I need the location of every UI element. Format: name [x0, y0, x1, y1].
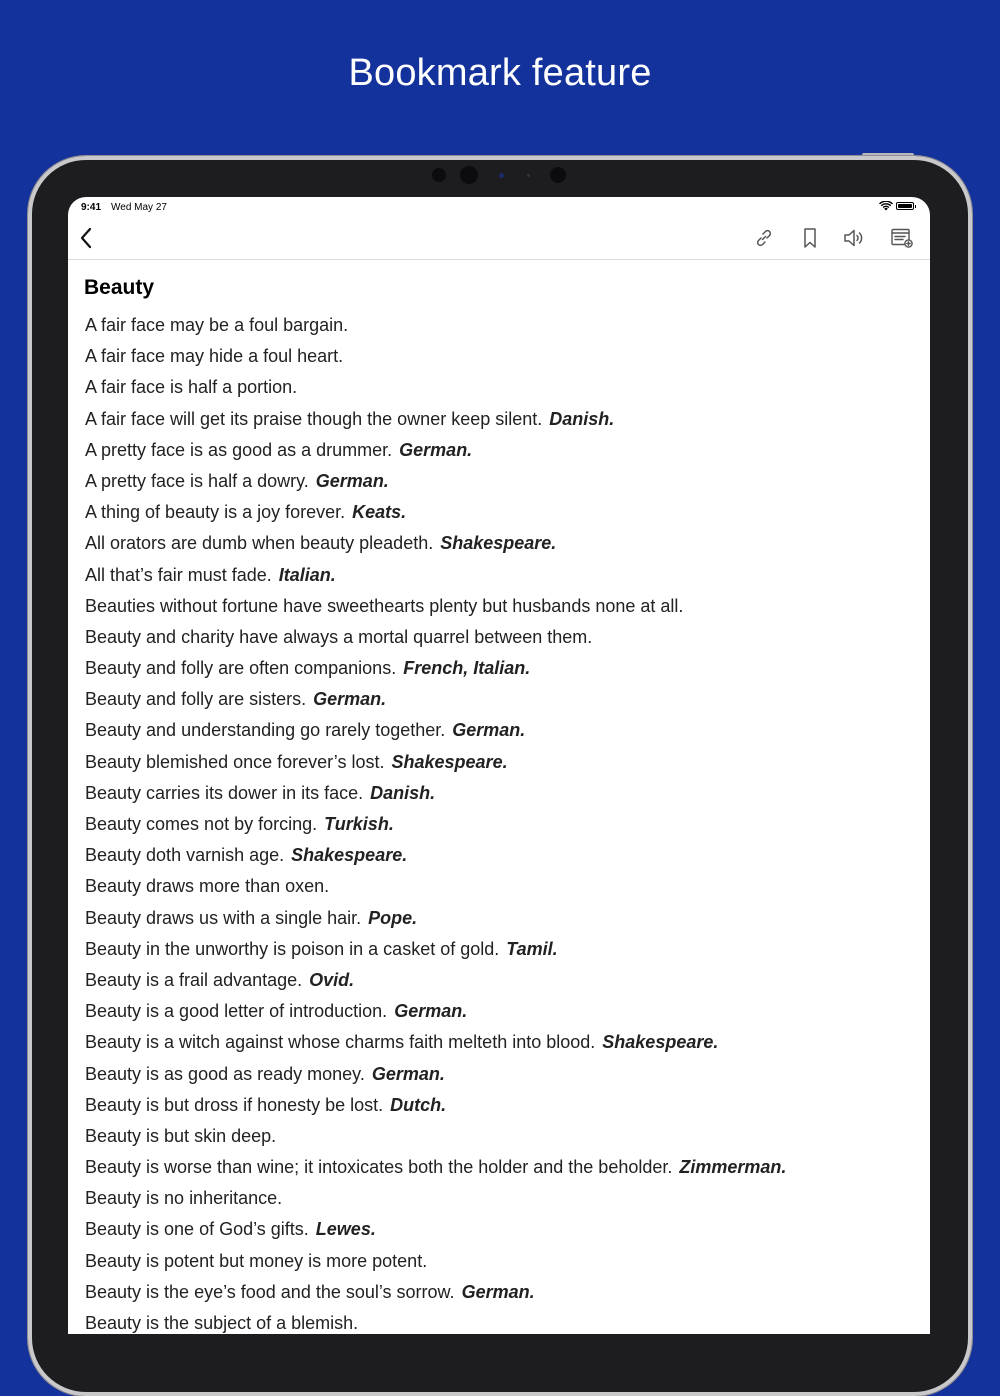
quote-author: German. — [452, 720, 526, 741]
quote-text: Beauty is a good letter of introduction. — [85, 1001, 388, 1022]
quote-item[interactable] — [84, 903, 914, 934]
quote-author: Danish. — [549, 408, 615, 429]
quote-text: A pretty face is half a dowry. — [85, 470, 309, 491]
quote-text: Beauty is no inheritance. — [85, 1188, 283, 1209]
quote-author: Dutch. — [390, 1094, 447, 1115]
quote-item[interactable] — [84, 715, 914, 746]
quote-author: Zimmerman. — [679, 1157, 787, 1178]
quote-item[interactable] — [84, 1308, 914, 1334]
speaker-button[interactable] — [840, 224, 868, 252]
quote-text: A fair face is half a portion. — [85, 377, 298, 398]
quote-text: All orators are dumb when beauty pleadeth. — [85, 533, 434, 554]
quote-item[interactable] — [84, 1183, 914, 1214]
quote-text: Beauty is a frail advantage. — [85, 969, 303, 990]
quote-text: Beauty blemished once forever’s lost. — [85, 751, 385, 772]
quote-item[interactable] — [84, 528, 914, 559]
link-button[interactable] — [750, 224, 778, 252]
quote-text: A fair face may be a foul bargain. — [85, 315, 349, 335]
quote-item[interactable] — [84, 1277, 914, 1308]
quote-text: Beauty and understanding go rarely together. — [85, 720, 446, 741]
quote-text: A pretty face is as good as a drummer. — [85, 439, 393, 460]
quote-text: Beauty and folly are often companions. — [85, 658, 397, 679]
quote-author: Tamil. — [506, 938, 558, 959]
quote-item[interactable] — [84, 1246, 914, 1277]
quote-item[interactable] — [84, 653, 914, 684]
quote-item[interactable] — [84, 778, 914, 809]
quote-author: Shakespeare. — [440, 533, 557, 554]
quote-author: Shakespeare. — [391, 751, 508, 772]
reading-content — [84, 275, 914, 1334]
quote-text: Beauty is potent but money is more potent. — [85, 1250, 428, 1271]
quote-author: Italian. — [278, 564, 336, 585]
quote-item[interactable] — [84, 871, 914, 902]
quote-author: Shakespeare. — [602, 1032, 719, 1053]
quote-text: A fair face may hide a foul heart. — [85, 346, 344, 367]
quote-item[interactable] — [84, 341, 914, 372]
sensor-dot — [527, 174, 530, 177]
quote-text: Beauty and folly are sisters. — [85, 689, 307, 710]
quote-text: Beauty carries its dower in its face. — [85, 782, 364, 803]
quote-item[interactable] — [84, 1214, 914, 1245]
quote-item[interactable] — [84, 1059, 914, 1090]
headline: Bookmark feature — [348, 52, 652, 94]
sensor — [550, 167, 566, 183]
quote-author: French, Italian. — [403, 658, 531, 679]
quote-item[interactable] — [84, 1027, 914, 1058]
quote-author: German. — [399, 439, 473, 460]
quote-author: Keats. — [352, 502, 407, 523]
quote-text: Beauties without fortune have sweethearts plenty but husbands none at all. — [85, 595, 684, 616]
quote-item[interactable] — [84, 840, 914, 871]
quote-item[interactable] — [84, 965, 914, 996]
quote-author: Shakespeare. — [291, 845, 408, 866]
section-title: Beauty — [84, 276, 155, 299]
bookmark-icon — [801, 227, 819, 249]
quote-author: Ovid. — [309, 969, 355, 990]
quote-item[interactable] — [84, 497, 914, 528]
chevron-left-icon — [79, 227, 93, 249]
quote-author: Danish. — [370, 782, 436, 803]
quote-text: Beauty is but skin deep. — [85, 1125, 277, 1146]
battery-icon — [896, 202, 914, 210]
quote-author: German. — [313, 689, 387, 710]
quote-text: Beauty doth varnish age. — [85, 845, 285, 866]
quote-text: Beauty is the subject of a blemish. — [85, 1313, 359, 1333]
quote-text: A fair face will get its praise though the owner keep silent. — [85, 408, 543, 429]
quote-item[interactable] — [84, 747, 914, 778]
status-time: 9:41 — [81, 202, 102, 213]
list-icon — [890, 227, 914, 249]
link-icon — [753, 227, 775, 249]
quote-text: Beauty in the unworthy is poison in a casket of gold. — [85, 938, 500, 959]
list-button[interactable] — [888, 224, 916, 252]
back-button[interactable] — [72, 224, 100, 252]
quote-item[interactable] — [84, 372, 914, 403]
quote-list — [84, 310, 914, 1334]
quote-item[interactable] — [84, 404, 914, 435]
status-date: Wed May 27 — [111, 202, 167, 213]
quote-item[interactable] — [84, 466, 914, 497]
camera — [460, 166, 478, 184]
quote-text: Beauty is a witch against whose charms faith melteth into blood. — [85, 1032, 596, 1053]
quote-author: German. — [315, 470, 389, 491]
quote-item[interactable] — [84, 996, 914, 1027]
quote-author: German. — [394, 1001, 468, 1022]
quote-item[interactable] — [84, 1152, 914, 1183]
quote-text: Beauty draws us with a single hair. — [85, 907, 362, 928]
quote-item[interactable] — [84, 435, 914, 466]
quote-author: Turkish. — [324, 814, 394, 834]
quote-text: Beauty comes not by forcing. — [85, 814, 318, 834]
quote-text: A thing of beauty is a joy forever. — [85, 502, 346, 523]
quote-item[interactable] — [84, 809, 914, 840]
status-bar — [68, 197, 930, 219]
quote-text: Beauty is but dross if honesty be lost. — [85, 1094, 384, 1115]
quote-text: Beauty is the eye’s food and the soul’s sorrow. — [85, 1281, 455, 1302]
quote-text: Beauty is one of God’s gifts. — [85, 1219, 309, 1240]
quote-author: Pope. — [368, 907, 418, 928]
quote-text: Beauty is worse than wine; it intoxicates both the holder and the beholder. — [85, 1157, 673, 1178]
quote-item[interactable] — [84, 1121, 914, 1152]
quote-item[interactable] — [84, 560, 914, 591]
quote-text: Beauty and charity have always a mortal quarrel between them. — [85, 626, 593, 647]
quote-author: Lewes. — [315, 1219, 376, 1240]
sensor — [432, 168, 446, 182]
camera-lens — [499, 173, 504, 178]
app-screen — [68, 197, 930, 1334]
bookmark-button[interactable] — [796, 224, 824, 252]
speaker-icon — [842, 227, 866, 249]
quote-item[interactable] — [84, 310, 914, 341]
quote-text: Beauty is as good as ready money. — [85, 1063, 365, 1084]
quote-text: Beauty draws more than oxen. — [85, 876, 330, 897]
wifi-icon — [879, 201, 893, 211]
quote-author: German. — [371, 1063, 445, 1084]
quote-text: All that’s fair must fade. — [85, 564, 272, 585]
quote-item[interactable] — [84, 622, 914, 653]
quote-item[interactable] — [84, 684, 914, 715]
navigation-bar — [68, 219, 930, 260]
quote-author: German. — [461, 1281, 535, 1302]
quote-item[interactable] — [84, 1090, 914, 1121]
quote-item[interactable] — [84, 934, 914, 965]
quote-item[interactable] — [84, 591, 914, 622]
